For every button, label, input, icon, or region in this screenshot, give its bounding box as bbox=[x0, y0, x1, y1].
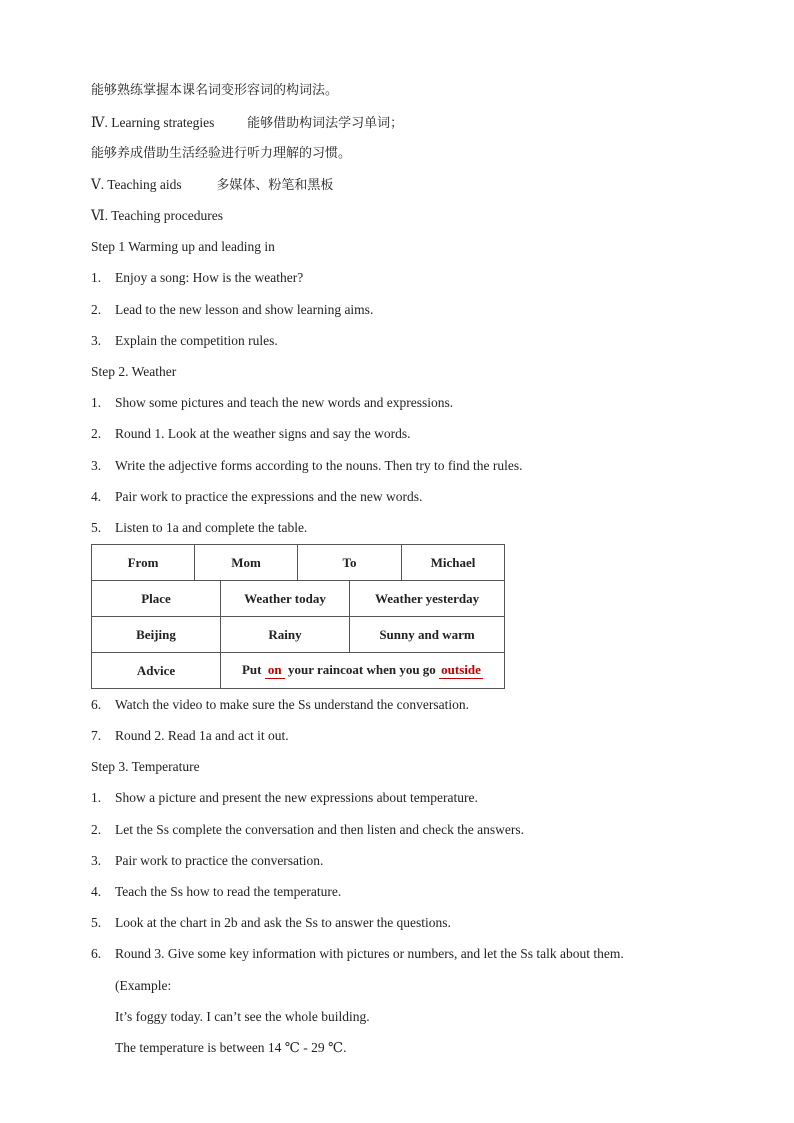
list-item: Let the Ss complete the conversation and then listen and check the answers. bbox=[115, 822, 524, 837]
table-row bbox=[92, 617, 505, 653]
step3-heading: Step 3. Temperature bbox=[91, 759, 200, 774]
list-number: 3. bbox=[91, 333, 102, 348]
weather-yesterday-label: Weather yesterday bbox=[350, 581, 505, 617]
advice-label: Advice bbox=[92, 653, 221, 689]
list-number: 7. bbox=[91, 728, 102, 743]
table-row bbox=[92, 653, 505, 689]
list-item: Show a picture and present the new expressions about temperature. bbox=[115, 790, 478, 805]
list-item: Round 3. Give some key information with pictures or numbers, and let the Ss talk about them. bbox=[115, 946, 624, 961]
list-item: Lead to the new lesson and show learning aims. bbox=[115, 302, 374, 317]
list-item: Listen to 1a and complete the table. bbox=[115, 520, 308, 535]
from-label: From bbox=[92, 545, 195, 581]
example-sentence: The temperature is between 14 ℃ - 29 ℃. bbox=[115, 1040, 347, 1055]
weather-today-value: Rainy bbox=[221, 617, 350, 653]
list-number: 6. bbox=[91, 946, 102, 961]
list-item: Round 2. Read 1a and act it out. bbox=[115, 728, 289, 743]
list-item: Teach the Ss how to read the temperature. bbox=[115, 884, 342, 899]
list-number: 2. bbox=[91, 822, 102, 837]
list-number: 4. bbox=[91, 884, 102, 899]
weather-today-label: Weather today bbox=[221, 581, 350, 617]
list-number: 5. bbox=[91, 520, 102, 535]
teaching-aids-label: Ⅴ. Teaching aids bbox=[91, 177, 182, 192]
step2-heading: Step 2. Weather bbox=[91, 364, 177, 379]
teaching-procedures-heading: Ⅵ. Teaching procedures bbox=[91, 208, 223, 223]
learning-strategies-label: Ⅳ. Learning strategies bbox=[91, 115, 215, 130]
learning-strategies-line bbox=[91, 114, 403, 133]
to-value: Michael bbox=[402, 545, 505, 581]
list-item: Round 1. Look at the weather signs and say the words. bbox=[115, 426, 411, 441]
list-item: Show some pictures and teach the new words and expressions. bbox=[115, 395, 454, 410]
advice-sentence bbox=[221, 653, 505, 689]
advice-text: Put bbox=[241, 662, 265, 677]
list-item: Write the adjective forms according to the nouns. Then try to find the rules. bbox=[115, 458, 523, 473]
list-number: 4. bbox=[91, 489, 102, 504]
teaching-aids-text: 多媒体、粉笔和黑板 bbox=[216, 178, 334, 193]
list-item: Pair work to practice the conversation. bbox=[115, 853, 324, 868]
example-sentence: It’s foggy today. I can’t see the whole building. bbox=[115, 1009, 370, 1024]
list-number: 2. bbox=[91, 302, 102, 317]
list-item: Watch the video to make sure the Ss understand the conversation. bbox=[115, 697, 469, 712]
advice-blank-outside: outside bbox=[439, 662, 483, 679]
list-item: Pair work to practice the expressions and the new words. bbox=[115, 489, 423, 504]
place-label: Place bbox=[92, 581, 221, 617]
list-number: 5. bbox=[91, 915, 102, 930]
list-item: Look at the chart in 2b and ask the Ss to answer the questions. bbox=[115, 915, 451, 930]
to-label: To bbox=[298, 545, 402, 581]
list-number: 2. bbox=[91, 426, 102, 441]
list-item: Enjoy a song: How is the weather? bbox=[115, 270, 304, 285]
list-item: Explain the competition rules. bbox=[115, 333, 278, 348]
list-number: 1. bbox=[91, 395, 102, 410]
teaching-aids-line bbox=[91, 176, 333, 195]
habit-line: 能够养成借助生活经验进行听力理解的习惯。 bbox=[91, 146, 352, 161]
list-number: 3. bbox=[91, 853, 102, 868]
step1-heading: Step 1 Warming up and leading in bbox=[91, 239, 275, 254]
table-row bbox=[92, 581, 505, 617]
list-number: 1. bbox=[91, 790, 102, 805]
advice-text: your raincoat when you go bbox=[284, 662, 440, 677]
place-value: Beijing bbox=[92, 617, 221, 653]
learning-strategies-text: 能够借助构词法学习单词； bbox=[247, 116, 404, 131]
objective-line: 能够熟练掌握本课名词变形容词的构词法。 bbox=[91, 83, 339, 98]
weather-table bbox=[91, 544, 505, 689]
list-number: 1. bbox=[91, 270, 102, 285]
weather-yesterday-value: Sunny and warm bbox=[350, 617, 505, 653]
list-number: 3. bbox=[91, 458, 102, 473]
list-number: 6. bbox=[91, 697, 102, 712]
advice-blank-on: on bbox=[265, 662, 285, 679]
table-row bbox=[92, 545, 505, 581]
example-open: (Example: bbox=[115, 978, 172, 993]
from-value: Mom bbox=[195, 545, 298, 581]
